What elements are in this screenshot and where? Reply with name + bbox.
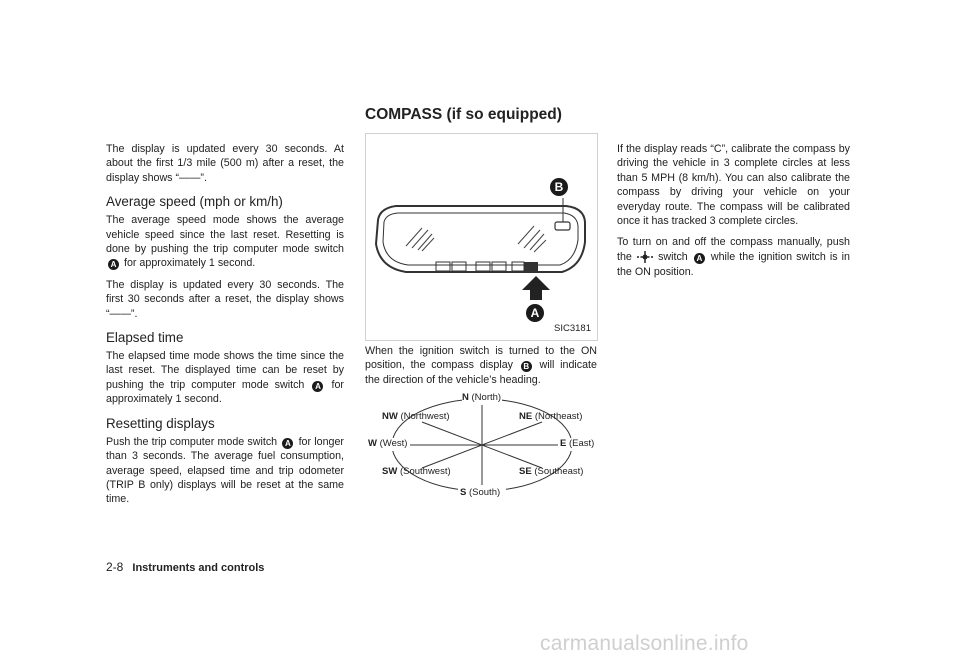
footer-section-title: Instruments and controls: [132, 562, 265, 574]
intro-paragraph: The display is updated every 30 seconds. At about the first 1/3 mile (500 m) after a reset, the display shows “——”.: [106, 143, 344, 184]
label-b-callout: B: [550, 178, 568, 196]
compass-south: S (South): [460, 487, 501, 498]
badge-a: A: [108, 259, 119, 270]
compass-switch-icon: [636, 252, 658, 264]
avg-speed-paragraph-2: The display is updated every 30 seconds. The first 30 seconds after a reset, the display shows “——”.: [106, 278, 344, 320]
compass-display-paragraph: When the ignition switch is turned to the ON position, the compass display B will indicate the direction of the vehicle’s heading.: [365, 345, 597, 386]
column-left: [106, 142, 344, 514]
avg-speed-heading: Average speed (mph or km/h): [106, 194, 283, 210]
page-footer: [106, 560, 264, 574]
section-header: COMPASS (if so equipped): [365, 106, 562, 123]
calibrate-paragraph: If the display reads “C”, calibrate the compass by driving the vehicle in 3 complete circles at less than 5 MPH (8 km/h). You can also calibrate the compass by driving your vehicle on your everyday route. The compass will be calibrated once it has tracked 3 complete circles.: [617, 143, 850, 228]
resetting-heading: Resetting displays: [106, 415, 215, 431]
compass-southwest: SW (Southwest): [382, 466, 451, 477]
elapsed-time-heading: Elapsed time: [106, 330, 184, 346]
compass-east: E (East): [560, 438, 595, 449]
compass-northeast: NE (Northeast): [519, 411, 583, 422]
column-middle: [365, 344, 597, 394]
figure-code: SIC3181: [554, 323, 591, 334]
badge-a: A: [282, 438, 293, 449]
compass-southeast: SE (Southeast): [519, 466, 584, 477]
mirror-illustration: [366, 134, 597, 340]
badge-a: A: [694, 253, 705, 264]
watermark: carmanualsonline.info: [540, 632, 749, 655]
compass-northwest: NW (Northwest): [382, 411, 450, 422]
label-a-callout: A: [526, 304, 544, 322]
resetting-paragraph: Push the trip computer mode switch A for longer than 3 seconds. The average fuel consumption, average speed, elapsed time and trip odometer (TRIP B only) displays will be reset at the same time.: [106, 435, 344, 506]
mirror-figure: [365, 133, 598, 341]
compass-diagram: [366, 392, 598, 507]
page-number: 2-8: [106, 560, 124, 574]
compass-west: W (West): [368, 438, 408, 449]
elapsed-time-paragraph: The elapsed time mode shows the time since the last reset. The displayed time can be reset by pushing the trip computer mode switch A for approximately 1 second.: [106, 350, 344, 406]
manual-toggle-paragraph: To turn on and off the compass manually, push the switch A while the ignition switch is in the ON position.: [617, 236, 850, 279]
column-right: [617, 142, 850, 287]
badge-b: B: [521, 361, 532, 372]
avg-speed-paragraph-1: The average speed mode shows the average vehicle speed since the last reset. Resetting is done by pushing the trip computer mode switch A for approximately 1 second.: [106, 214, 344, 270]
badge-a: A: [312, 381, 323, 392]
compass-north: N (North): [462, 392, 502, 403]
